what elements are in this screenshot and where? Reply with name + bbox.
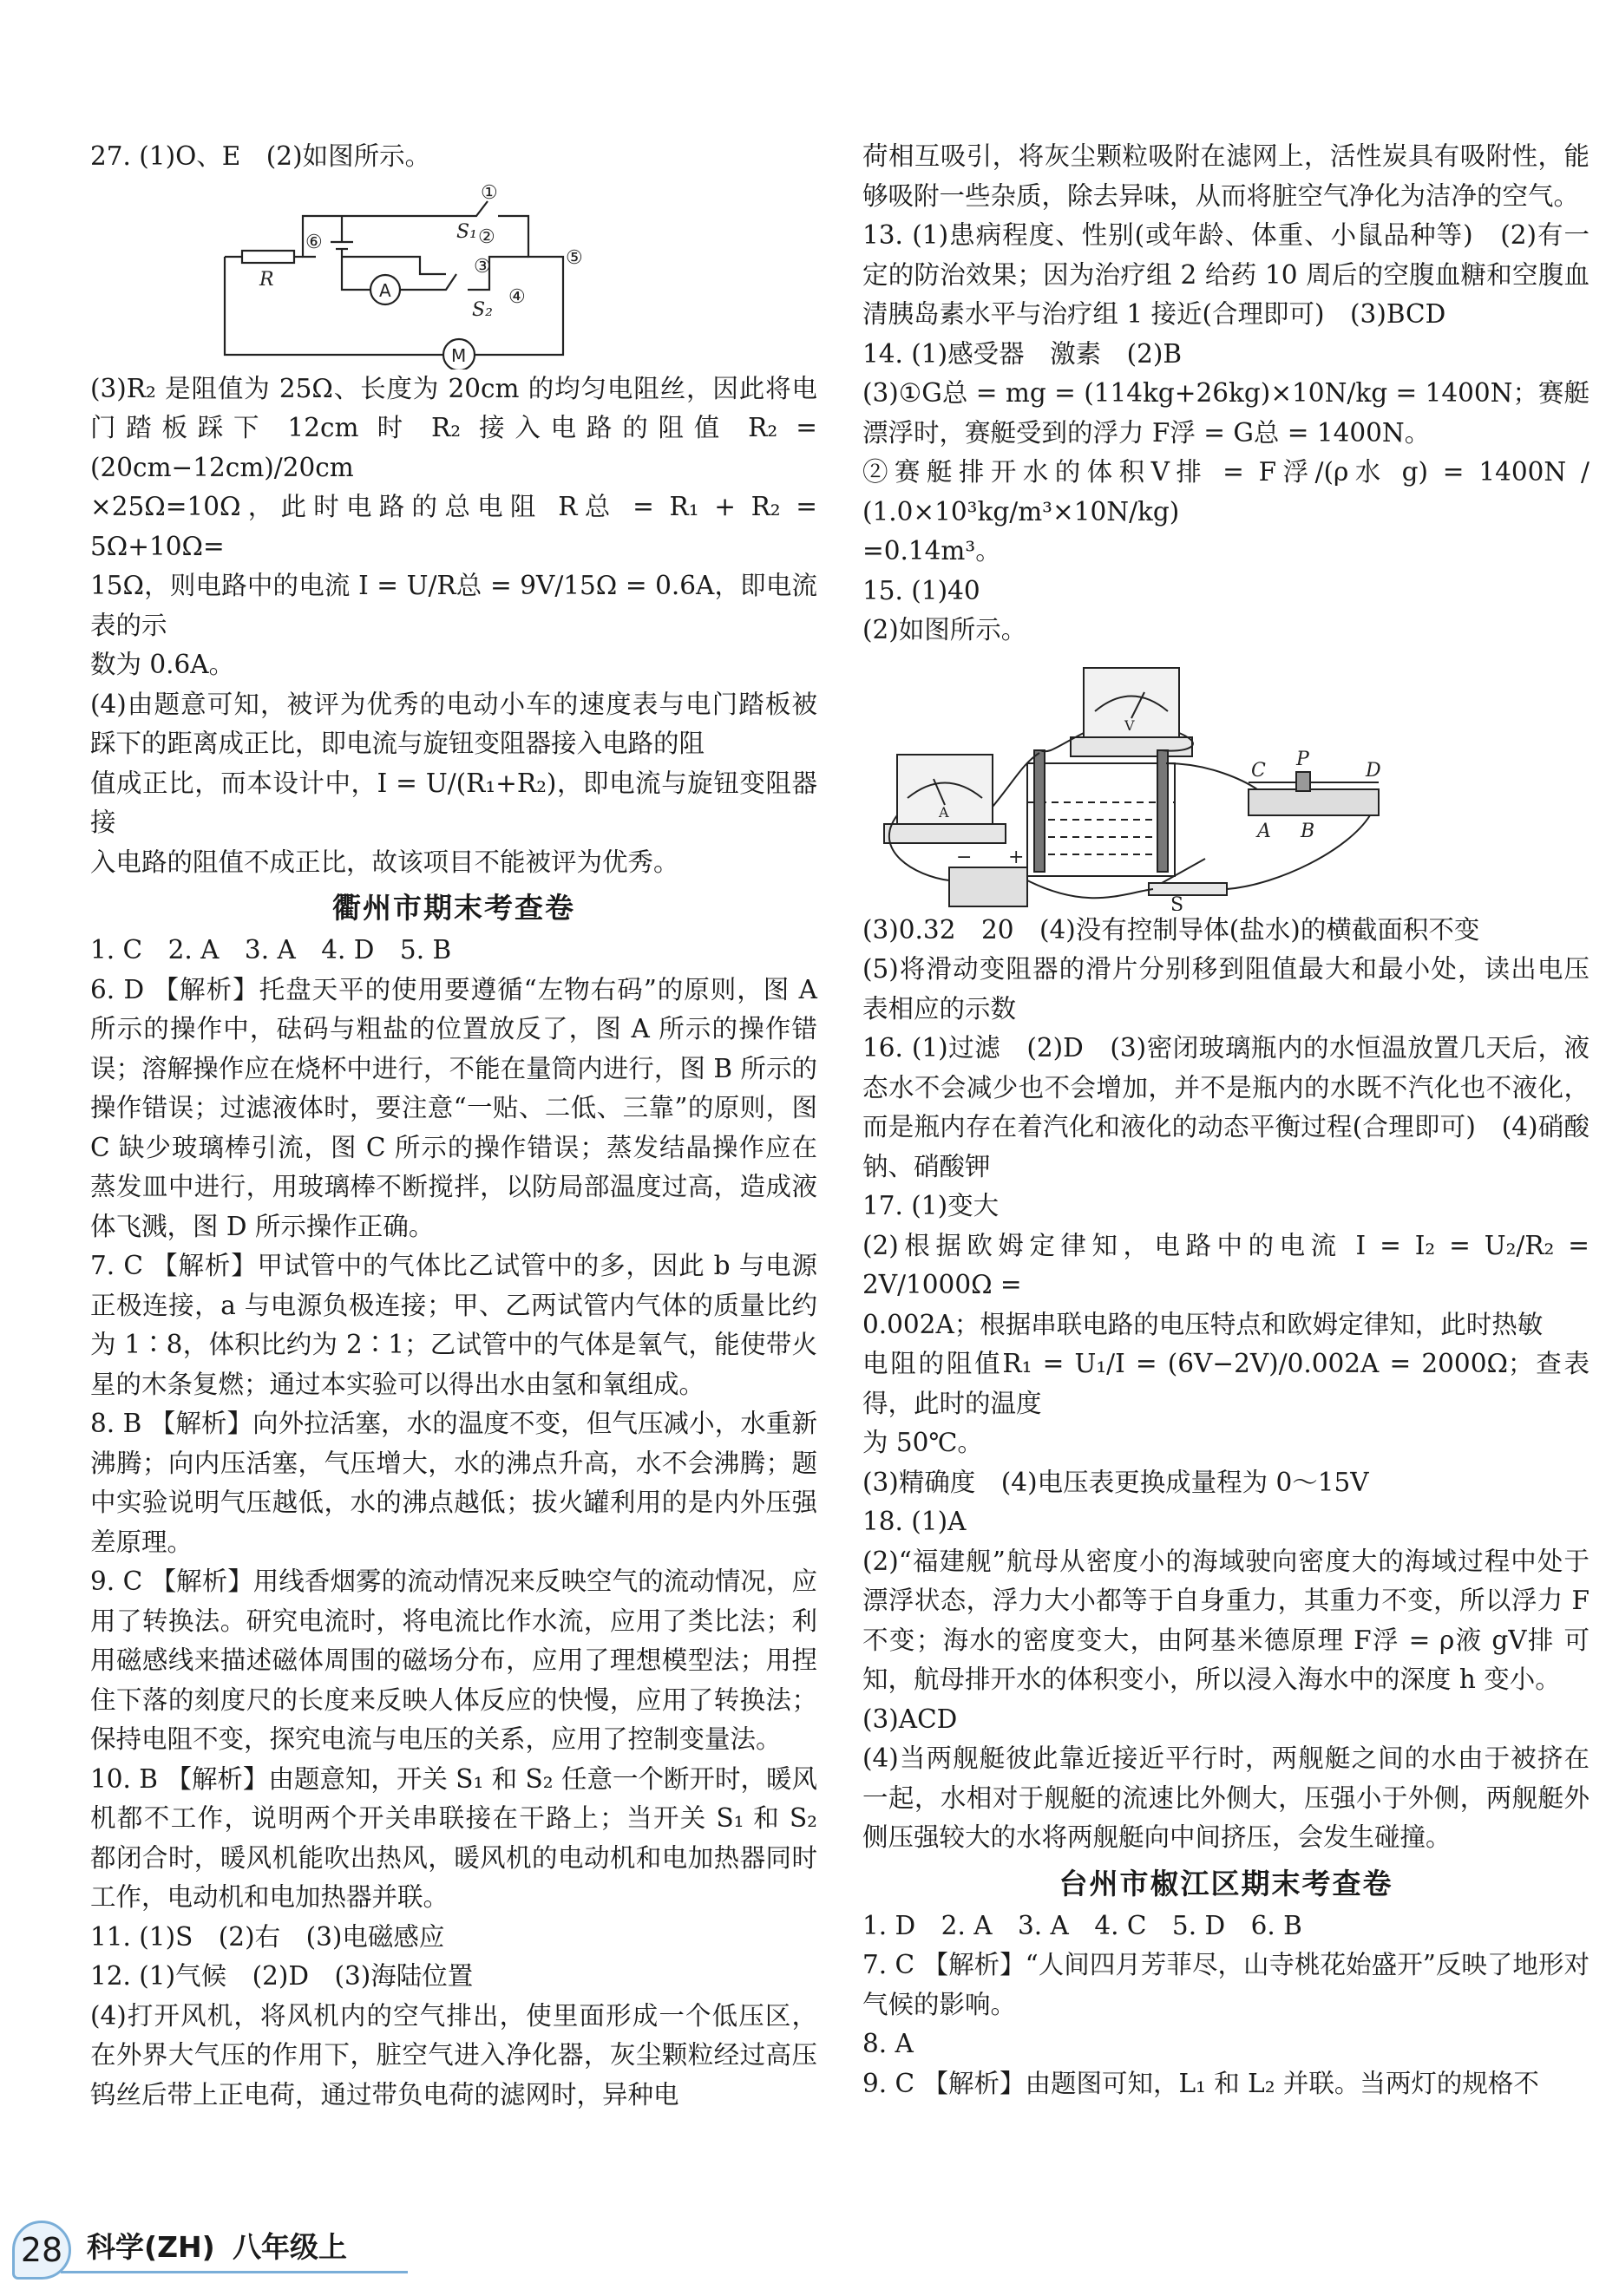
quzhou-q9: 9. C 【解析】用线香烟雾的流动情况来反映空气的流动情况，应用了转换法。研究电流时，将电流比作水流，应用了类比法；利用磁感线来描述磁体周围的磁场分布，应用了理想模型法；用捏住下落的刻度尺的长度来反映人体反应的快慢，应用了转换法；保持电阻不变，探究电流与电压的关系，应用了控制变量法。 [90, 1567, 817, 1754]
q27-part3-c: 15Ω，则电路中的电流 I = U/R总 = 9V/15Ω = 0.6A，即电流表的示 [90, 571, 817, 640]
rheostat-a-label: A [1257, 820, 1271, 842]
node-3-label: ③ [474, 255, 491, 278]
section-title-jiaojiang: 台州市椒江区期末考查卷 [1059, 1866, 1393, 1900]
ammeter-device-label: A [939, 803, 949, 821]
quzhou-q18-part3: (3)ACD [862, 1704, 958, 1734]
quzhou-q11: 11. (1)S (2)右 (3)电磁感应 [90, 1921, 445, 1952]
quzhou-q12-part4: (4)打开风机，将风机内的空气排出，使里面形成一个低压区，在外界大气压的作用下，脏空气进入净化器，灰尘颗粒经过高压钨丝后带上正电荷，通过带负电荷的滤网时，异种电 [90, 2000, 817, 2110]
quzhou-q14-part3: (3)①G总 = mg = (114kg+26kg)×10N/kg = 1400N；赛艇漂浮时，赛艇受到的浮力 F浮 = G总 = 1400N。 [862, 378, 1590, 448]
battery-negative-label: − [956, 846, 973, 868]
quzhou-q13: 13. (1)患病程度、性别(或年龄、体重、小鼠品种等) (2)有一定的防治效果；因为治疗组 2 给药 10 周后的空腹血糖和空腹血清胰岛素水平与治疗组 1 接近(合理即可) (3)BCD [862, 220, 1590, 329]
quzhou-q6: 6. D 【解析】托盘天平的使用要遵循“左物右码”的原则，图 A 所示的操作中，砝码与粗盐的位置放反了，图 A 所示的操作错误；溶解操作应在烧杯中进行，不能在量筒内进行，图 B 所示的操作错误；过滤液体时，要注意“一贴、二低、三靠”的原则，图 C 缺少玻璃棒引流，图 C 所示的操作错误；蒸发结晶操作应在蒸发皿中进行，用玻璃棒不断搅拌，以防局部温度过高，造成液体飞溅，图 D 所示操作正确。 [90, 974, 817, 1241]
quzhou-q18: 18. (1)A [862, 1507, 967, 1536]
ammeter-label: A [379, 279, 391, 301]
quzhou-q7: 7. C 【解析】甲试管中的气体比乙试管中的多，因此 b 与电源正极连接，a 与电源负极连接；甲、乙两试管内气体的质量比约为 1∶8，体积比约为 2∶1；乙试管中的气体是氧气，能使带火星的木条复燃；通过本实验可以得出水由氢和氧组成。 [90, 1251, 817, 1399]
quzhou-q16: 16. (1)过滤 (2)D (3)密闭玻璃瓶内的水恒温放置几天后，液态水不会减少也不会增加，并不是瓶内的水既不汽化也不液化，而是瓶内存在着汽化和液化的动态平衡过程(合理即可) (4)硝酸钠、硝酸钾 [862, 1033, 1590, 1181]
quzhou-q17: 17. (1)变大 [862, 1191, 1000, 1220]
q27-part3-b: ×25Ω=10Ω，此时电路的总电阻 R总 = R₁ + R₂ = 5Ω+10Ω= [90, 492, 817, 561]
battery [949, 867, 1027, 906]
quzhou-q17-part3-4: (3)精确度 (4)电压表更换成量程为 0～15V [862, 1467, 1369, 1497]
jiaojiang-q9: 9. C 【解析】由题图可知，L₁ 和 L₂ 并联。当两灯的规格不 [862, 2068, 1539, 2098]
node-1-label: ① [481, 181, 498, 204]
q27-part4-a: (4)由题意可知，被评为优秀的电动小车的速度表与电门踏板被踩下的距离成正比，即电流与旋钮变阻器接入电路的阻 [90, 689, 817, 758]
quzhou-q14-part3-3: =0.14m³。 [862, 536, 1001, 566]
rheostat-d-label: D [1366, 759, 1381, 782]
switch-s1-label: S₁ [456, 220, 477, 243]
page-number: 28 [12, 2221, 71, 2280]
switch-s2-label: S₂ [472, 298, 493, 321]
quzhou-q15-part3-4: (3)0.32 20 (4)没有控制导体(盐水)的横截面积不变 [862, 914, 1480, 945]
footer-rule [61, 2271, 408, 2273]
q27-answer: 27. (1)O、E (2)如图所示。 [90, 141, 431, 171]
quzhou-q18-part4: (4)当两舰艇彼此靠近接近平行时，两舰艇之间的水由于被挤在一起，水相对于舰艇的流速比外侧大，压强小于外侧，两舰艇外侧压强较大的水将两舰艇向中间挤压，会发生碰撞。 [862, 1743, 1590, 1852]
quzhou-q8: 8. B 【解析】向外拉活塞，水的温度不变，但气压减小，水重新沸腾；向内压活塞，气压增大，水的沸点升高，水不会沸腾；题中实验说明气压越低，水的沸点越低；拔火罐利用的是内外压强差原理。 [90, 1409, 817, 1557]
jiaojiang-q1-6: 1. D 2. A 3. A 4. C 5. D 6. B [862, 1910, 1302, 1940]
quzhou-q15-part2: (2)如图所示。 [862, 615, 1027, 644]
switch-s-label: S [1170, 893, 1184, 911]
quzhou-q14: 14. (1)感受器 激素 (2)B [862, 338, 1183, 369]
jiaojiang-q7: 7. C 【解析】“人间四月芳菲尽，山寺桃花始盛开”反映了地形对气候的影响。 [862, 1950, 1590, 2019]
voltmeter-label: V [1124, 716, 1135, 734]
quzhou-q15-part5: (5)将滑动变阻器的滑片分别移到阻值最大和最小处，读出电压表相应的示数 [862, 954, 1590, 1024]
node-6-label: ⑥ [305, 231, 323, 253]
quzhou-q17-part2-a: (2)根据欧姆定律知，电路中的电流 I = I₂ = U₂/R₂ = 2V/1000Ω = [862, 1230, 1590, 1299]
q27-part4-b: 值成正比，而本设计中，I = U/(R₁+R₂)，即电流与旋钮变阻器接 [90, 768, 817, 837]
quzhou-q10: 10. B 【解析】由题意知，开关 S₁ 和 S₂ 任意一个断开时，暖风机都不工作，说明两个开关串联接在干路上；当开关 S₁ 和 S₂ 都闭合时，暖风机能吹出热风，暖风机的电动机和电加热器同时工作，电动机和电加热器并联。 [90, 1763, 817, 1912]
quzhou-q15: 15. (1)40 [862, 575, 980, 605]
rheostat-c-label: C [1251, 759, 1266, 782]
node-5-label: ⑤ [566, 246, 583, 269]
subject-label: 科学(ZH) [87, 2230, 215, 2264]
rheostat [1249, 789, 1379, 815]
grade-label: 八年级上 [233, 2230, 347, 2264]
battery-positive-label: + [1008, 846, 1025, 868]
node-4-label: ④ [508, 285, 526, 308]
quzhou-q17-part2-c: 电阻的阻值R₁ = U₁/I = (6V−2V)/0.002A = 2000Ω；查表得，此时的温度 [862, 1349, 1590, 1418]
right-column [862, 137, 1590, 2103]
resistor-r-label: R [259, 268, 274, 291]
q27-part3-a: (3)R₂ 是阻值为 25Ω、长度为 20cm 的均匀电阻丝，因此将电门踏板踩下 12cm 时 R₂ 接入电路的阻值 R₂ = (20cm−12cm)/20cm [90, 373, 817, 482]
quzhou-q1-5: 1. C 2. A 3. A 4. D 5. B [90, 935, 452, 965]
quzhou-q17-part2-d: 为 50℃。 [862, 1428, 983, 1457]
quzhou-q12: 12. (1)气候 (2)D (3)海陆位置 [90, 1961, 474, 1991]
jiaojiang-q8: 8. A [862, 2029, 914, 2058]
rheostat-b-label: B [1301, 820, 1315, 842]
quzhou-q14-part3-2: ②赛艇排开水的体积V排 = F浮/(ρ水 g) = 1400N / (1.0×10³kg/m³×10N/kg) [862, 457, 1590, 527]
section-title-quzhou: 衢州市期末考查卷 [332, 891, 575, 925]
motor-label: M [451, 344, 467, 366]
quzhou-q17-part2-b: 0.002A；根据串联电路的电压特点和欧姆定律知，此时热敏 [862, 1309, 1544, 1339]
node-2-label: ② [478, 226, 495, 248]
q27-part3-d: 数为 0.6A。 [90, 650, 235, 679]
switch [1149, 883, 1227, 895]
rheostat-p-label: P [1296, 748, 1309, 770]
left-column [90, 137, 817, 2115]
q27-part4-c: 入电路的阻值不成正比，故该项目不能被评为优秀。 [90, 847, 679, 877]
circuit-diagram [90, 177, 817, 370]
quzhou-q12-cont: 荷相互吸引，将灰尘颗粒吸附在滤网上，活性炭具有吸附性，能够吸附一些杂质，除去异味，从而将脏空气净化为洁净的空气。 [862, 141, 1590, 211]
resistor-r [242, 251, 294, 263]
quzhou-q18-part2: (2)“福建舰”航母从密度小的海域驶向密度大的海域过程中处于漂浮状态，浮力大小都等于自身重力，其重力不变，所以浮力 F 不变；海水的密度变大，由阿基米德原理 F浮 = ρ液 gV排 可知，航母排开水的体积变小，所以浸入海水中的深度 h 变小。 [862, 1546, 1590, 1694]
experiment-diagram [862, 651, 1590, 911]
